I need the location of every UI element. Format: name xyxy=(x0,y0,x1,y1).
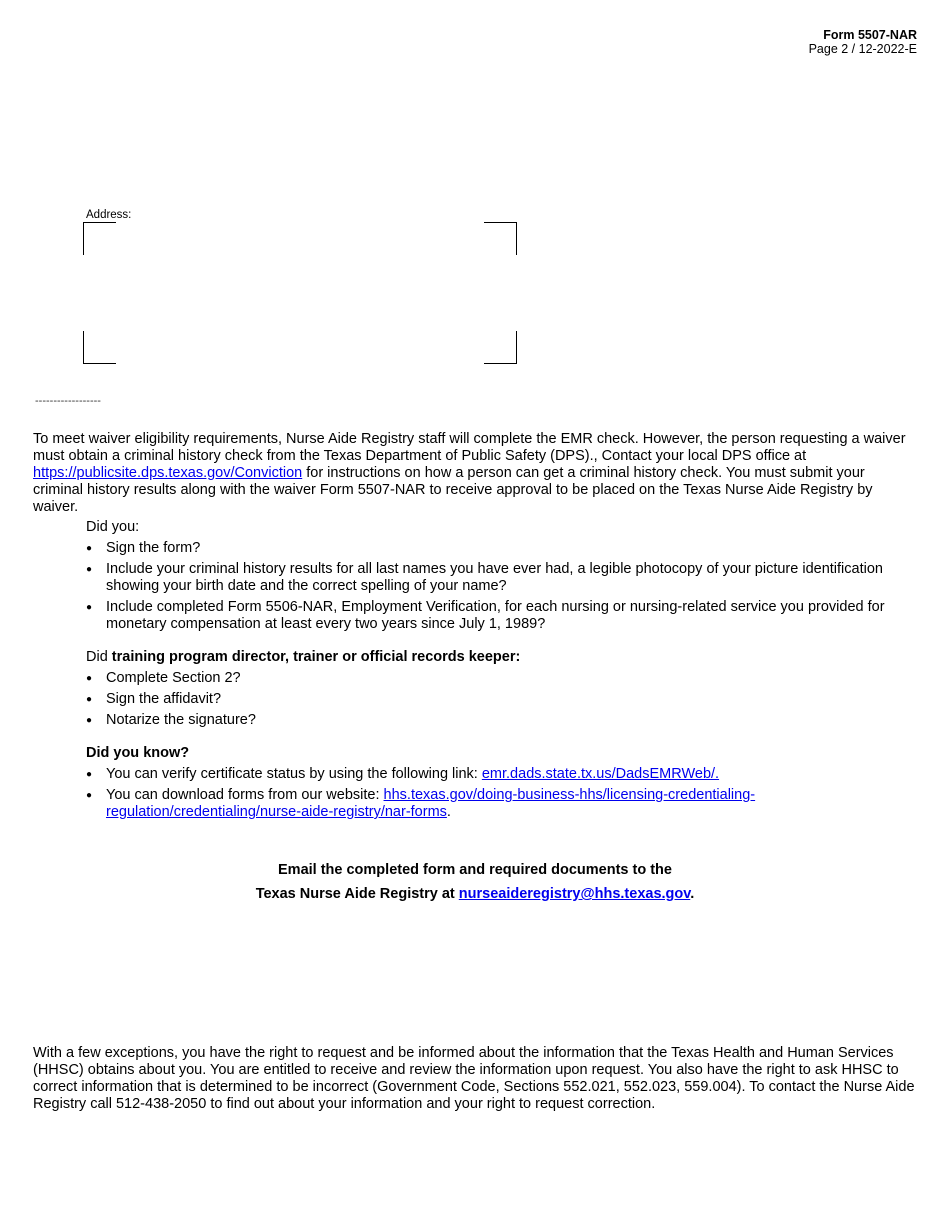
form-header xyxy=(809,28,917,56)
list-item: ● Complete Section 2? xyxy=(86,670,918,687)
list-item: ● Sign the affidavit? xyxy=(86,691,918,708)
address-corner-bottom-right xyxy=(484,331,517,364)
did-director-bold: training program director, trainer or official records keeper: xyxy=(111,649,521,665)
did-you-heading: Did you: xyxy=(86,519,140,535)
address-label: Address: xyxy=(86,209,132,221)
intro-text-1: To meet waiver eligibility requirements, Nurse Aide Registry staff will complete the EMR check. However, the person requesting a waiver must obtain a criminal history check from the Texas Department of Public Safety (DPS)., Contact your local DPS office at xyxy=(33,431,906,464)
email-prefix: Texas Nurse Aide Registry at xyxy=(255,886,459,902)
intro-text-2: for instructions on how a person can get a criminal history check. You must submit your criminal history results along with the waiver Form 5507-NAR to receive approval to be placed on the Texas Nurse Aide Registry by waiver. xyxy=(33,465,873,515)
did-director-prefix: Did xyxy=(86,649,112,665)
did-you-list xyxy=(86,540,918,637)
address-corner-top-right xyxy=(484,222,517,255)
did-you-know-list xyxy=(86,766,918,825)
nar-forms-link[interactable]: hhs.texas.gov/doing-business-hhs/licensing-credentialing-regulation/credentialing/nurse-aide-registry/nar-forms xyxy=(106,787,756,820)
list-item xyxy=(86,766,918,783)
intro-paragraph xyxy=(33,431,918,516)
address-corner-bottom-left xyxy=(83,331,116,364)
email-line-1: Email the completed form and required documents to the xyxy=(278,862,672,878)
emr-link[interactable]: emr.dads.state.tx.us/DadsEMRWeb/. xyxy=(481,766,720,782)
did-director-heading xyxy=(86,649,520,666)
page-info: Page 2 / 12-2022-E xyxy=(808,42,917,56)
form-number: Form 5507-NAR xyxy=(823,28,917,42)
list-item: ● Notarize the signature? xyxy=(86,712,918,729)
download-text: You can download forms from our website: xyxy=(106,787,384,803)
address-corner-top-left xyxy=(83,222,116,255)
email-end: . xyxy=(690,886,695,902)
email-line-2 xyxy=(0,886,950,903)
dps-conviction-link[interactable]: https://publicsite.dps.texas.gov/Conviction xyxy=(33,465,303,481)
email-link[interactable]: nurseaideregistry@hhs.texas.gov xyxy=(458,886,691,902)
did-you-know-heading: Did you know? xyxy=(86,745,190,761)
list-item: ● Include completed Form 5506-NAR, Employment Verification, for each nursing or nursing-related service you provided for monetary compensation at least every two years since July 1, 1989? xyxy=(86,599,918,633)
verify-text: You can verify certificate status by using the following link: xyxy=(106,766,482,782)
download-end: . xyxy=(446,804,451,820)
privacy-paragraph: With a few exceptions, you have the right to request and be informed about the information that the Texas Health and Human Services (HHSC) obtains about you. You are entitled to receive and review the information upon request. You also have the right to ask HHSC to correct information that is determined to be incorrect (Government Code, Sections 552.021, 552.023, 559.004). To contact the Nurse Aide Registry call 512-438-2050 to find out about your information and your right to request correction. xyxy=(33,1045,915,1112)
list-item xyxy=(86,787,918,821)
list-item: ● Include your criminal history results for all last names you have ever had, a legible photocopy of your picture identification showing your birth date and the correct spelling of your name? xyxy=(86,561,918,595)
did-director-list xyxy=(86,670,918,733)
separator: ------------------ xyxy=(35,395,101,407)
list-item: ● Sign the form? xyxy=(86,540,918,557)
